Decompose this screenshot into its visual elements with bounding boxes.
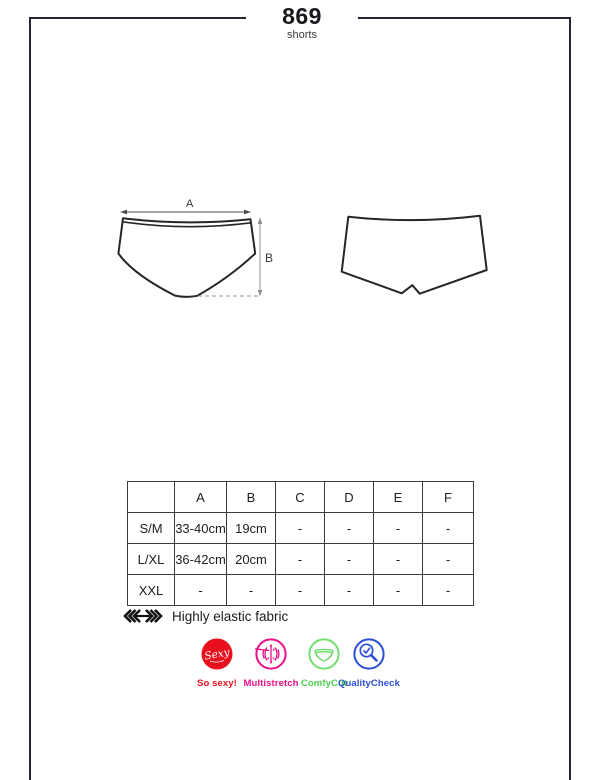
sexy-red-circle-icon [201,638,233,670]
value-cell: - [374,575,423,606]
table-header-cell: A [175,482,227,513]
badge-label: ComfyCut [300,678,348,689]
page-title [246,0,358,44]
size-cell: L/XL [128,544,175,575]
badge-qualitycheck [333,638,405,689]
magnifier-checkmark-icon [353,638,385,670]
table-header-cell: D [325,482,374,513]
dimension-arrow-b [258,218,263,297]
table-header-cell: F [423,482,474,513]
back-garment-outline [342,216,487,294]
size-cell: XXL [128,575,175,606]
table-header-cell: C [276,482,325,513]
value-cell: - [276,575,325,606]
table-header-cell [128,482,175,513]
label-b: B [265,251,274,265]
elastic-stretch-arrows-icon [123,608,163,624]
value-cell: - [227,575,276,606]
value-cell: - [325,575,374,606]
back-view-drawing [330,195,500,310]
badge-label: Multistretch [243,678,299,689]
dimension-arrow-a [120,210,251,215]
value-cell: 36-42cm [175,544,227,575]
fabric-note [123,604,288,628]
sexy-script-text: Sexy [203,646,231,663]
value-cell: - [276,544,325,575]
front-view-drawing [100,190,290,310]
fabric-note-text: Highly elastic fabric [172,608,289,624]
table-row [128,575,474,606]
product-code: 869 [282,3,322,29]
value-cell: - [325,513,374,544]
value-cell: 33-40cm [175,513,227,544]
badge-label: QualityCheck [338,678,400,689]
front-garment-outline [118,218,255,297]
table-header-cell: E [374,482,423,513]
size-cell: S/M [128,513,175,544]
multistretch-arrows-icon [255,638,287,670]
value-cell: 20cm [227,544,276,575]
table-row [128,544,474,575]
value-cell: - [175,575,227,606]
value-cell: 19cm [227,513,276,544]
value-cell: - [276,513,325,544]
value-cell: - [423,513,474,544]
value-cell: - [374,544,423,575]
value-cell: - [325,544,374,575]
label-a: A [186,198,194,210]
value-cell: - [423,575,474,606]
table-row [128,513,474,544]
value-cell: - [374,513,423,544]
table-header-cell: B [227,482,276,513]
size-table [127,481,474,606]
product-type: shorts [287,29,317,41]
table-header-row [128,482,474,513]
badge-label: So sexy! [197,678,237,689]
value-cell: - [423,544,474,575]
